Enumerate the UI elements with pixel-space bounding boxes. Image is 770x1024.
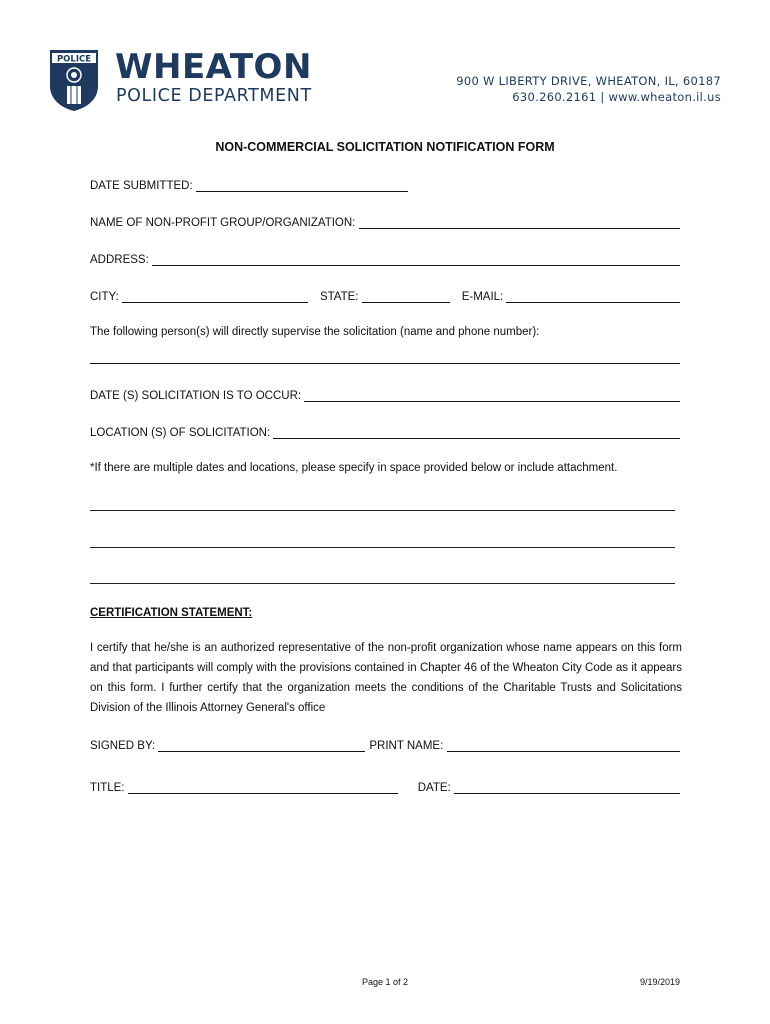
date-field[interactable] [454, 782, 680, 794]
signature-row [90, 736, 680, 752]
supervise-instructions: The following person(s) will directly supervise the solicitation (name and phone number): [90, 326, 540, 338]
address-label: ADDRESS: [90, 254, 152, 266]
address-line: 900 W LIBERTY DRIVE, WHEATON, IL, 60187 [456, 74, 721, 88]
date-submitted-row [90, 176, 680, 192]
department-name: POLICE DEPARTMENT [116, 86, 312, 106]
email-label: E-MAIL: [461, 291, 507, 303]
certification-text: I certify that he/she is an authorized representative of the non-profit organization whose name appears on this form and that participants will comply with the provisions contained in Chapter 46 of the Wheaton City Code as it appears on this form. I further certify that the organization meets the conditions of the Charitable Trusts and Solicitations Division of the Illinois Attorney General's office [90, 642, 682, 714]
date-submitted-field[interactable] [196, 180, 408, 192]
title-date-row [90, 778, 680, 794]
locations-field[interactable] [273, 427, 680, 439]
certification-heading: CERTIFICATION STATEMENT: [90, 607, 253, 619]
signed-by-label: SIGNED BY: [90, 740, 159, 752]
supervisor-field[interactable] [90, 362, 680, 364]
dates-row [90, 386, 680, 402]
contact-line: 630.260.2161 | www.wheaton.il.us [512, 90, 721, 104]
org-name-label: NAME OF NON-PROFIT GROUP/ORGANIZATION: [90, 217, 359, 229]
org-name-row [90, 213, 680, 229]
police-badge-logo [46, 48, 102, 112]
org-name-field[interactable] [359, 217, 680, 229]
city-label: CITY: [90, 291, 122, 303]
form-title: NON-COMMERCIAL SOLICITATION NOTIFICATION FORM [215, 140, 555, 154]
additional-info-line-2[interactable] [90, 546, 675, 548]
title-field[interactable] [128, 782, 398, 794]
locations-label: LOCATION (S) OF SOLICITATION: [90, 427, 274, 439]
city-field[interactable] [122, 291, 308, 303]
badge-text: POLICE [56, 54, 92, 65]
dates-field[interactable] [304, 390, 680, 402]
additional-info-line-1[interactable] [90, 509, 675, 511]
title-label: TITLE: [90, 782, 128, 794]
locations-row [90, 423, 680, 439]
address-field[interactable] [152, 254, 680, 266]
state-label: STATE: [319, 291, 362, 303]
print-name-field[interactable] [447, 740, 681, 752]
date-label: DATE: [417, 782, 454, 794]
date-submitted-label: DATE SUBMITTED: [90, 180, 196, 192]
address-row [90, 250, 680, 266]
email-field[interactable] [506, 291, 680, 303]
multiple-dates-note: *If there are multiple dates and locations, please specify in space provided below or include attachment. [90, 462, 618, 474]
page-number: Page 1 of 2 [362, 977, 409, 987]
state-field[interactable] [362, 291, 450, 303]
org-name: WHEATON [115, 47, 312, 87]
print-name-label: PRINT NAME: [369, 740, 447, 752]
additional-info-line-3[interactable] [90, 582, 675, 584]
dates-label: DATE (S) SOLICITATION IS TO OCCUR: [90, 390, 305, 402]
signature-field[interactable] [158, 740, 365, 752]
revision-date: 9/19/2019 [639, 977, 680, 987]
city-state-email-row [90, 287, 680, 303]
